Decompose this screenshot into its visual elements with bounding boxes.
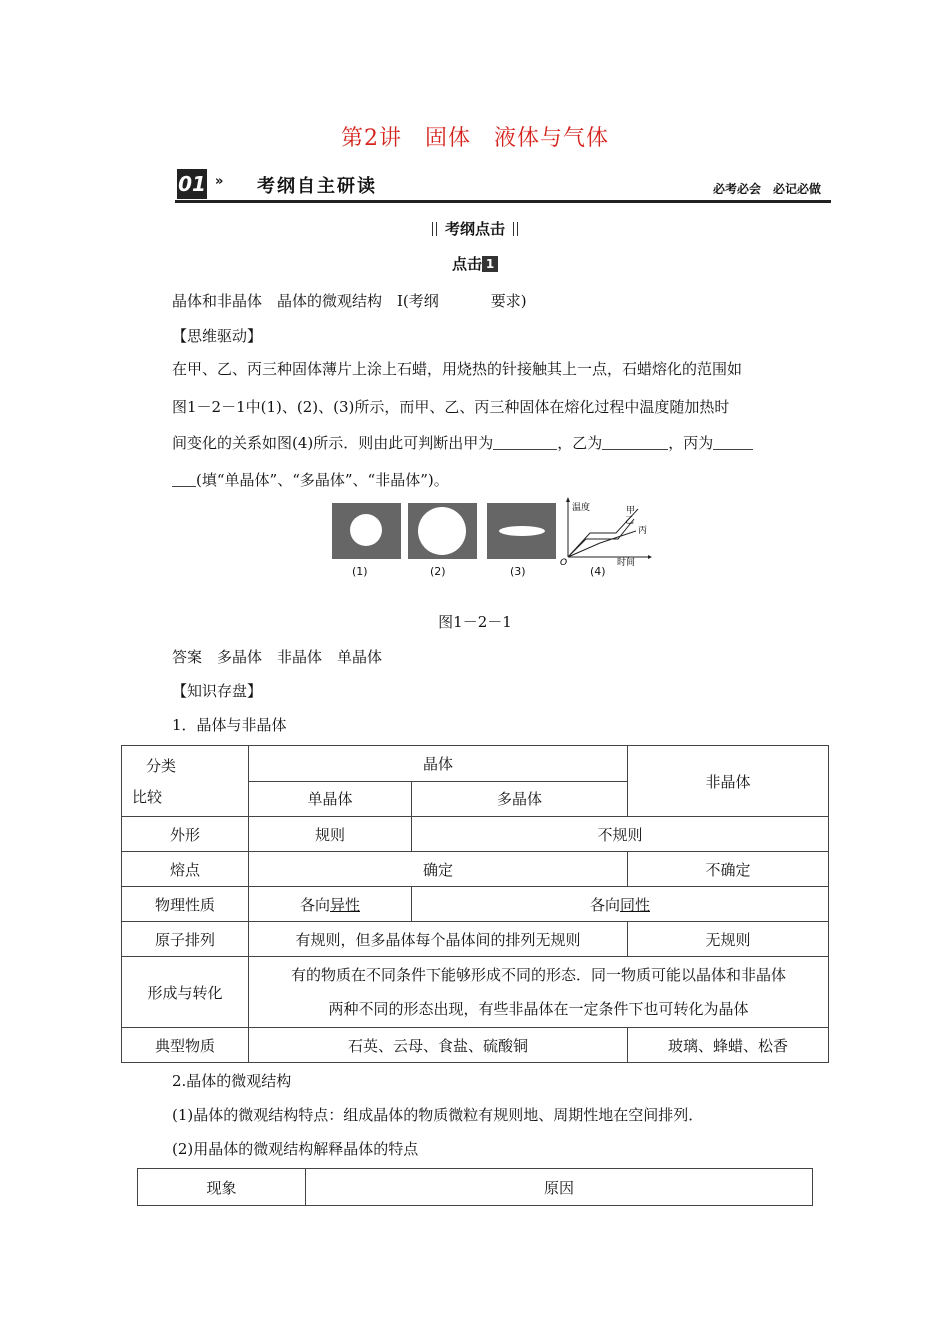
bar-icon (432, 222, 437, 236)
item-2: 2.晶体的微观结构 (172, 1072, 292, 1090)
figure-caption: 图1－2－1 (438, 613, 512, 631)
drive-label: 【思维驱动】 (172, 327, 263, 345)
fig-panel-2 (408, 503, 477, 559)
paragraph-line-2: 图1－2－1中(1)、(2)、(3)所示，而甲、乙、丙三种固体在熔化过程中温度随加热时 (172, 398, 730, 416)
item-1: 1．晶体与非晶体 (172, 716, 287, 734)
table-row: 外形 规则 不规则 (122, 817, 829, 852)
answer-blank-3[interactable] (713, 434, 753, 450)
table-row: 形成与转化 有的物质在不同条件下能够形成不同的形态．同一物质可能以晶体和非晶体 两种不同的形态出现，有些非晶体在一定条件下也可转化为晶体 (122, 957, 829, 1028)
graph-ylabel: 温度 (572, 503, 591, 513)
fig-label-2: (2) (430, 565, 446, 578)
section-tagline: 必考必会 必记必做 (712, 182, 821, 196)
fig-label-1: (1) (352, 565, 368, 578)
fig-panel-1 (332, 503, 401, 559)
page-title: 第2讲 固体 液体与气体 (341, 126, 609, 151)
bar-icon (513, 222, 518, 236)
temperature-graph (560, 497, 652, 567)
figure-1-2-1 (332, 503, 652, 583)
table-row: 物理性质 各向异性 各向同性 (122, 887, 829, 922)
answer-blank-1[interactable] (493, 434, 557, 450)
paragraph-line-1: 在甲、乙、丙三种固体薄片上涂上石蜡，用烧热的针接触其上一点，石蜡熔化的范围如 (172, 360, 743, 378)
header-single: 单晶体 (249, 781, 412, 817)
header-poly: 多晶体 (412, 781, 628, 817)
header-crystal: 晶体 (249, 746, 628, 782)
point-heading: 点击 1 (0, 253, 950, 274)
subheading: 考纲点击 (0, 218, 950, 239)
section-banner (175, 166, 831, 204)
item-2-2: (2)用晶体的微观结构解释晶体的特点 (172, 1140, 419, 1158)
graph-xlabel: 时间 (617, 558, 636, 567)
header-reason: 原因 (306, 1169, 813, 1206)
table-row: 典型物质 石英、云母、食盐、硫酸铜 玻璃、蜂蜡、松香 (122, 1028, 829, 1063)
fig-label-3: (3) (510, 565, 526, 578)
explanation-table (137, 1168, 813, 1206)
banner-rule (175, 200, 831, 203)
curve-label-jia: 甲 (626, 506, 636, 516)
crystal-comparison-table (121, 745, 829, 1063)
paragraph-line-4: (填“单晶体”、“多晶体”、“非晶体”)。 (172, 469, 449, 490)
answer-blank-2[interactable] (602, 434, 668, 450)
corner-cell: 分类 比较 (122, 746, 249, 817)
header-phenomenon: 现象 (138, 1169, 306, 1206)
header-amorphous: 非晶体 (628, 746, 829, 817)
section-title: 考纲自主研读 (257, 176, 377, 197)
chevron-icon: » (215, 174, 224, 189)
topic-line: 晶体和非晶体 晶体的微观结构 Ⅰ(考纲 要求) (172, 292, 527, 310)
curve-label-bing: 丙 (638, 526, 648, 536)
fig-label-4: (4) (590, 565, 606, 578)
answer-line: 答案 多晶体 非晶体 单晶体 (172, 648, 383, 666)
point-number: 1 (482, 256, 498, 272)
item-2-1: (1)晶体的微观结构特点：组成晶体的物质微粒有规则地、周期性地在空间排列． (172, 1106, 704, 1124)
curve-label-yi: 乙 (625, 516, 635, 526)
section-number: 01 (177, 169, 207, 199)
table-row: 原子排列 有规则，但多晶体每个晶体间的排列无规则 无规则 (122, 922, 829, 957)
paragraph-line-3: 间变化的关系如图(4)所示．则由此可判断出甲为 ，乙为 ，丙为 (172, 432, 753, 453)
fig-panel-3 (487, 503, 556, 559)
answer-blank-3-cont[interactable] (172, 471, 196, 487)
table-row: 熔点 确定 不确定 (122, 852, 829, 887)
graph-origin: O (560, 558, 568, 567)
store-label: 【知识存盘】 (172, 682, 263, 700)
